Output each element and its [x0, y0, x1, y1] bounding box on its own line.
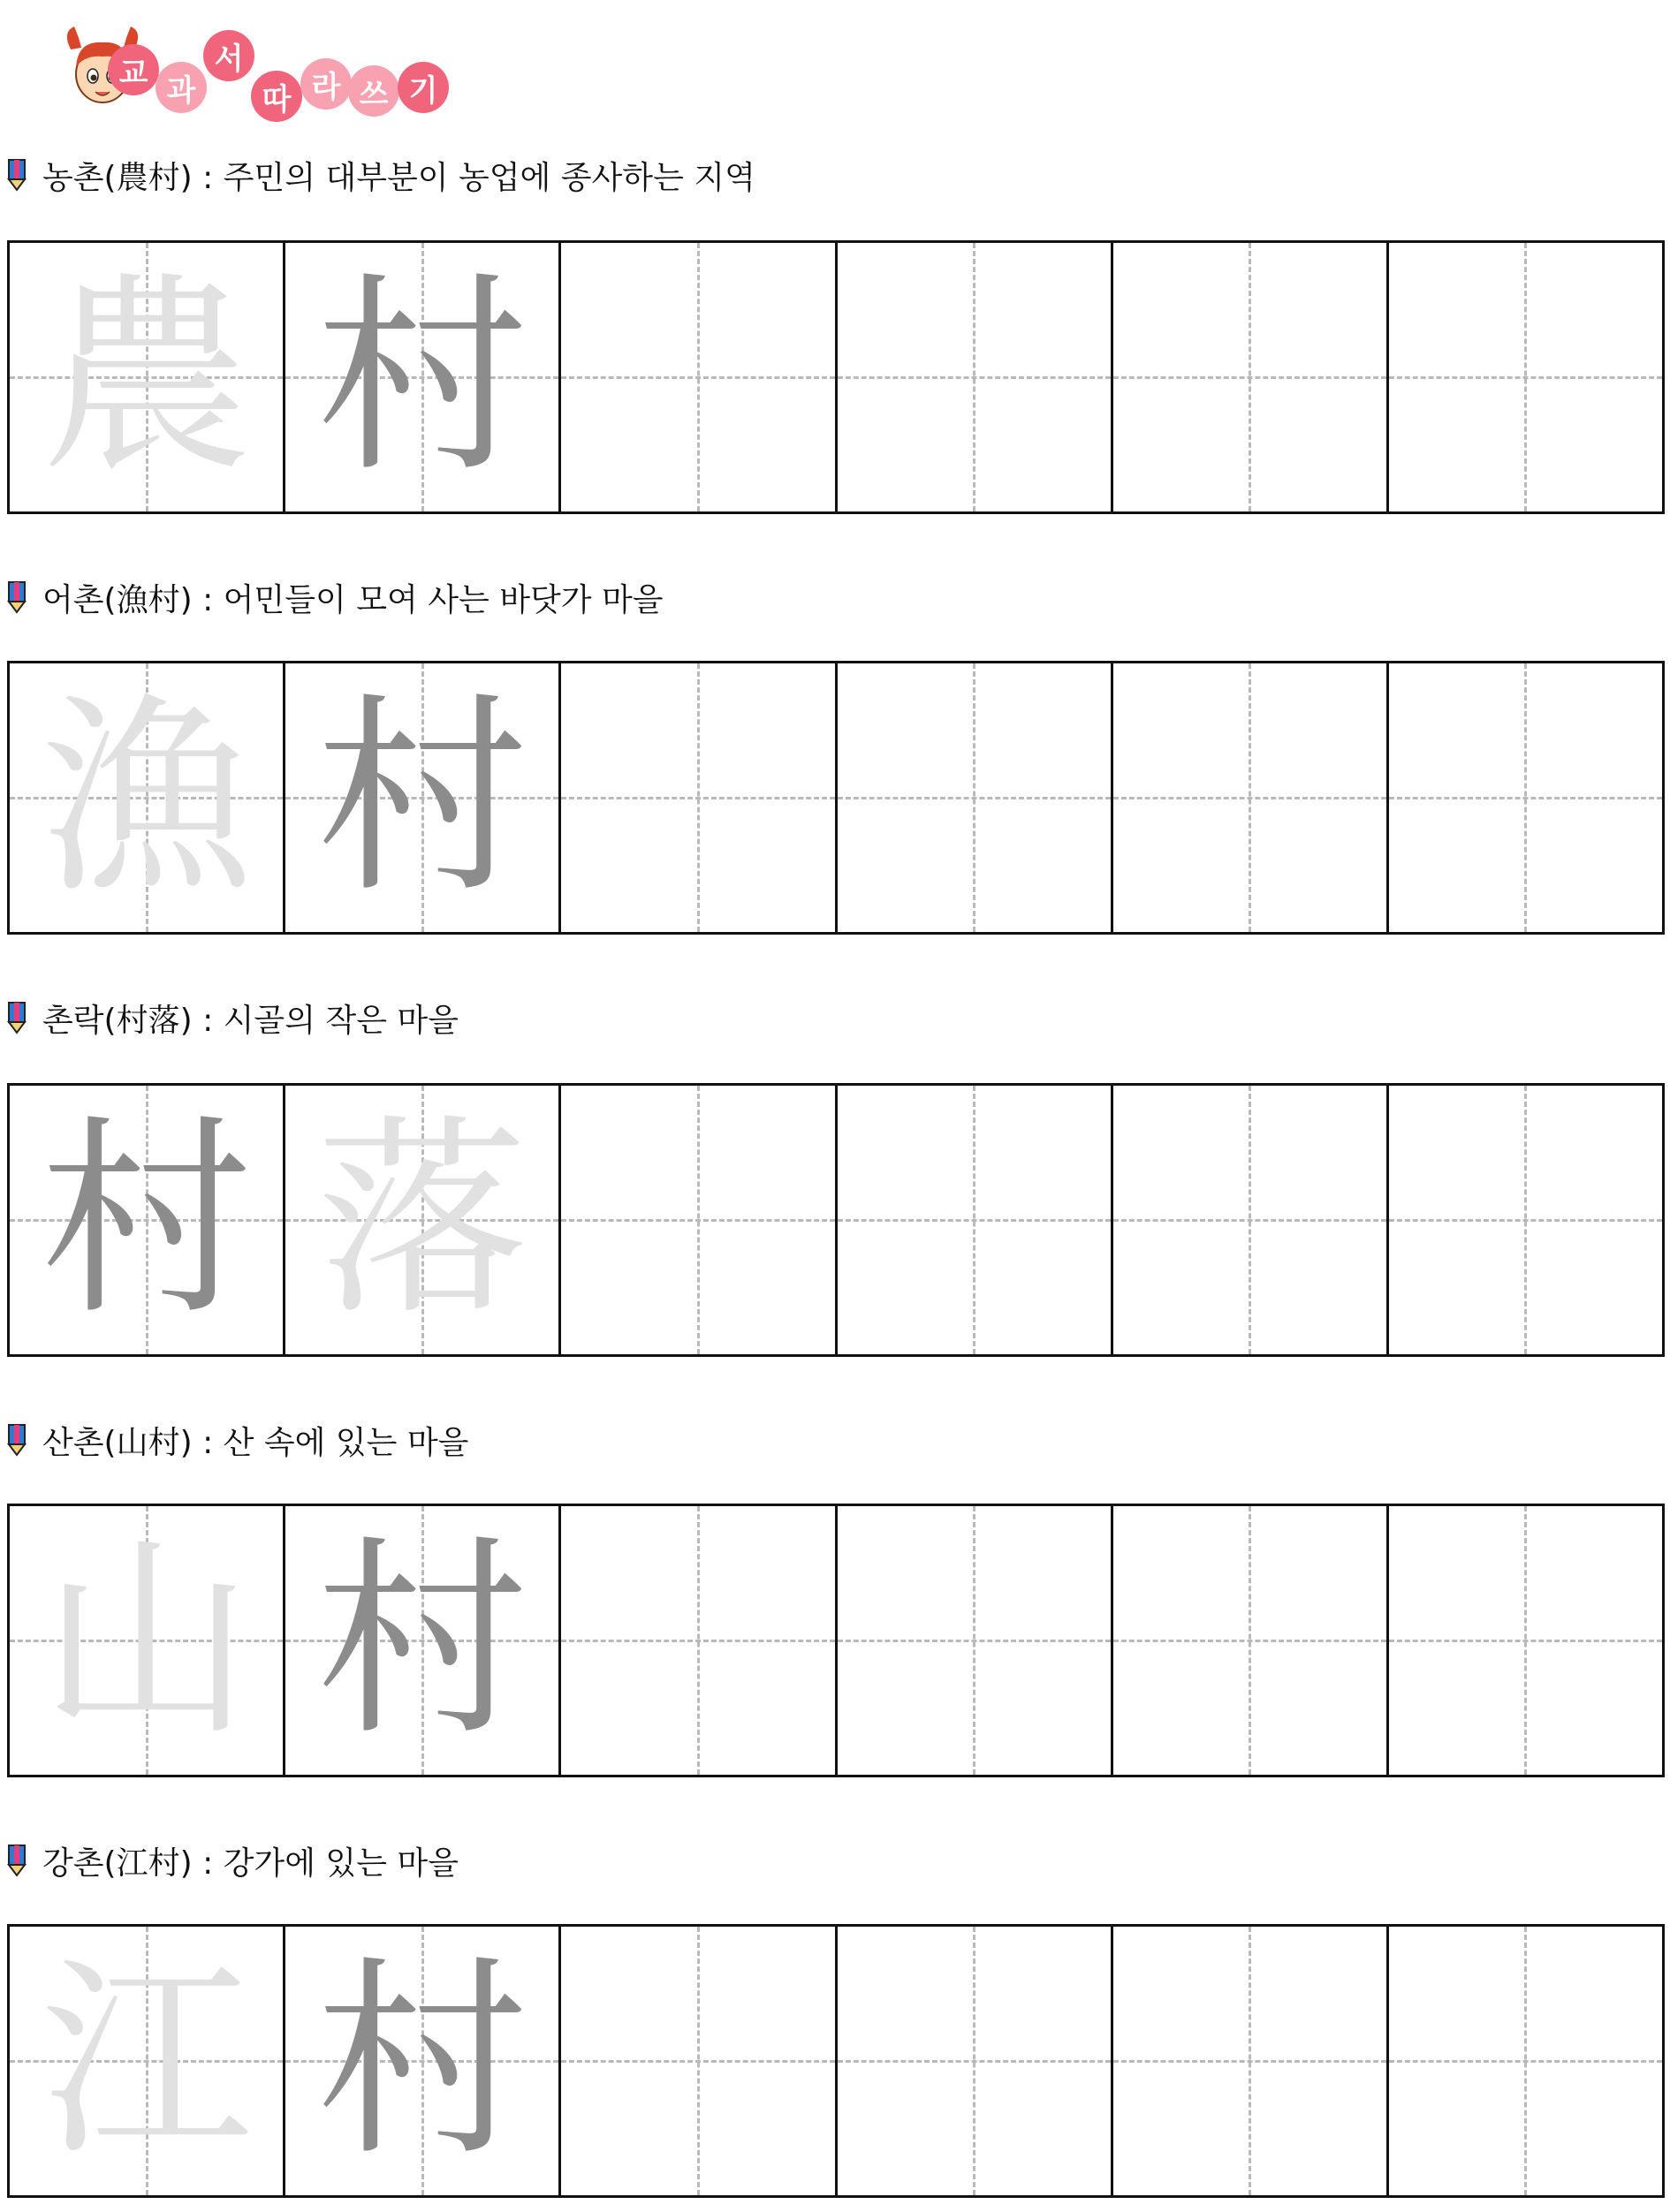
- trace-char: 村: [315, 254, 528, 501]
- trace-cell: [10, 1086, 285, 1354]
- blank-cell[interactable]: [1113, 1506, 1389, 1775]
- blank-cell[interactable]: [1113, 243, 1389, 511]
- logo-letter-6: 쓰: [348, 65, 399, 117]
- section-title-text: 촌락(村落) : 시골의 작은 마을: [42, 1002, 459, 1039]
- trace-cell: [10, 1506, 285, 1775]
- trace-cell: [285, 663, 561, 932]
- section-title: [7, 996, 459, 1039]
- pencil-icon: [7, 158, 27, 192]
- logo: [27, 7, 486, 122]
- logo-letter-7: 기: [398, 62, 449, 113]
- trace-char: 漁: [40, 674, 253, 921]
- section-title-text: 농촌(農村) : 주민의 대부분이 농업에 종사하는 지역: [42, 159, 755, 196]
- trace-char: 落: [315, 1096, 528, 1344]
- trace-cell: [285, 1927, 561, 2195]
- blank-cell[interactable]: [561, 663, 837, 932]
- section-title-text: 어촌(漁村) : 어민들이 모여 사는 바닷가 마을: [42, 581, 664, 618]
- section-title: [7, 1419, 468, 1461]
- blank-cell[interactable]: [838, 1927, 1113, 2195]
- trace-char: 村: [315, 1937, 528, 2185]
- blank-cell[interactable]: [1389, 663, 1662, 932]
- blank-cell[interactable]: [1113, 1927, 1389, 2195]
- pencil-icon: [7, 1423, 27, 1457]
- trace-char: 農: [40, 254, 253, 501]
- blank-cell[interactable]: [1389, 1506, 1662, 1775]
- logo-letter-4: 따: [251, 71, 302, 122]
- blank-cell[interactable]: [1389, 243, 1662, 511]
- blank-cell[interactable]: [838, 243, 1113, 511]
- blank-cell[interactable]: [561, 1086, 837, 1354]
- trace-cell: [285, 1506, 561, 1775]
- trace-cell: [285, 243, 561, 511]
- section-title-text: 산촌(山村) : 산 속에 있는 마을: [42, 1424, 469, 1461]
- blank-cell[interactable]: [561, 1927, 837, 2195]
- trace-char: 村: [315, 1517, 528, 1764]
- section-title: [7, 1839, 459, 1882]
- section-title: [7, 576, 664, 618]
- blank-cell[interactable]: [1113, 663, 1389, 932]
- pencil-icon: [7, 1844, 27, 1877]
- practice-grid: [7, 1083, 1665, 1357]
- blank-cell[interactable]: [1389, 1927, 1662, 2195]
- section-title: [7, 154, 755, 196]
- logo-letter-1: 교: [108, 44, 159, 95]
- blank-cell[interactable]: [561, 1506, 837, 1775]
- trace-cell: [10, 243, 285, 511]
- practice-grid: [7, 1504, 1665, 1777]
- trace-char: 江: [40, 1937, 253, 2185]
- blank-cell[interactable]: [838, 663, 1113, 932]
- practice-grid: [7, 1924, 1665, 2198]
- practice-grid: [7, 240, 1665, 514]
- blank-cell[interactable]: [1389, 1086, 1662, 1354]
- logo-letter-5: 라: [300, 58, 352, 110]
- trace-cell: [10, 663, 285, 932]
- blank-cell[interactable]: [838, 1086, 1113, 1354]
- blank-cell[interactable]: [838, 1506, 1113, 1775]
- practice-grid: [7, 661, 1665, 935]
- blank-cell[interactable]: [1113, 1086, 1389, 1354]
- section-title-text: 강촌(江村) : 강가에 있는 마을: [42, 1845, 459, 1882]
- logo-letter-2: 과: [156, 62, 207, 113]
- blank-cell[interactable]: [561, 243, 837, 511]
- trace-cell: [10, 1927, 285, 2195]
- pencil-icon: [7, 1001, 27, 1034]
- trace-char: 村: [315, 674, 528, 921]
- trace-char: 村: [40, 1096, 253, 1344]
- pencil-icon: [7, 580, 27, 614]
- trace-cell: [285, 1086, 561, 1354]
- logo-letter-3: 서: [203, 30, 254, 81]
- trace-char: 山: [40, 1517, 253, 1764]
